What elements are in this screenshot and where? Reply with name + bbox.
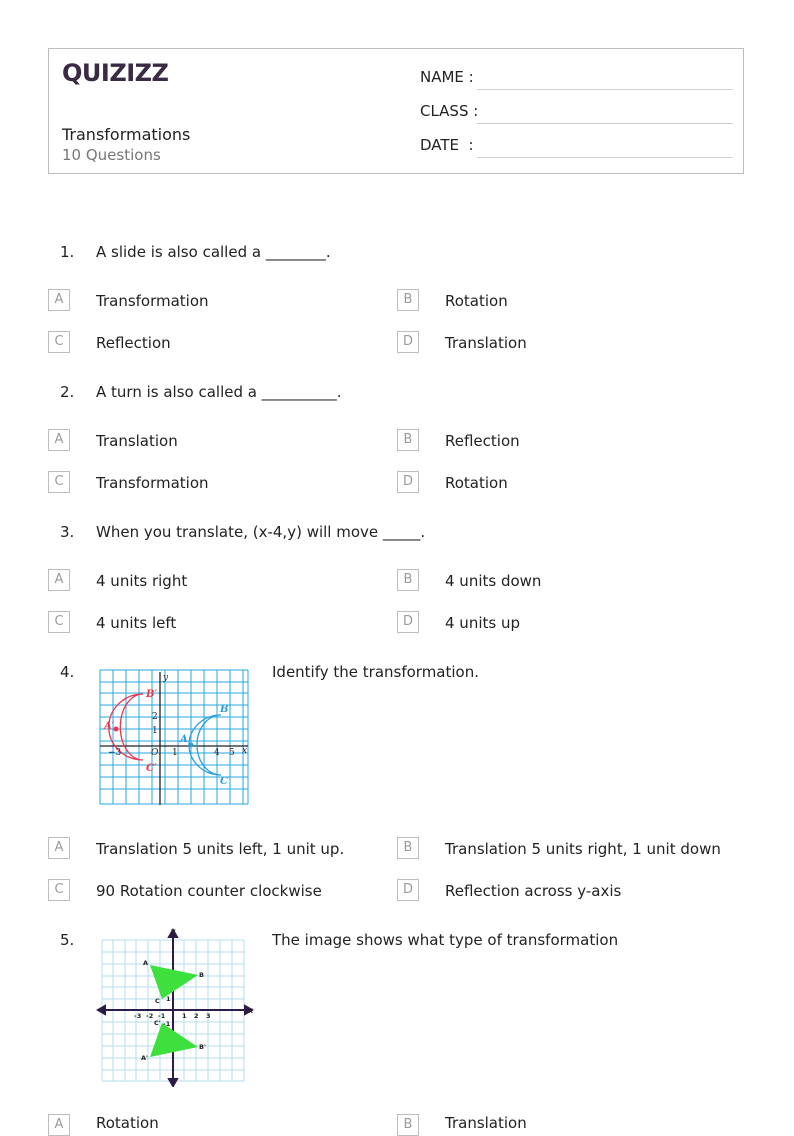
option-text[interactable]: Reflection bbox=[96, 334, 171, 352]
option-text[interactable]: Reflection bbox=[445, 432, 520, 450]
option-letter[interactable]: C bbox=[48, 611, 70, 633]
point-a bbox=[189, 743, 194, 748]
option-text[interactable]: 4 units up bbox=[445, 614, 520, 632]
option-text[interactable]: Transformation bbox=[96, 292, 209, 310]
option-letter[interactable]: B bbox=[397, 1114, 419, 1136]
blue-crescent bbox=[189, 715, 221, 775]
q5-graph-figure bbox=[96, 927, 256, 1087]
tick-neg-3: −3 bbox=[108, 748, 122, 758]
option-text[interactable]: 4 units down bbox=[445, 572, 542, 590]
option-letter[interactable]: C bbox=[48, 471, 70, 493]
question-text: Identify the transformation. bbox=[272, 663, 480, 681]
option-text[interactable]: Translation bbox=[445, 334, 527, 352]
quizizz-logo bbox=[62, 59, 168, 87]
option-text[interactable]: Translation bbox=[445, 1114, 527, 1132]
axis-label-y: Y bbox=[171, 928, 176, 936]
tick-x-neg3: -3 bbox=[134, 1012, 142, 1020]
name-line[interactable] bbox=[477, 89, 733, 90]
option-letter[interactable]: C bbox=[48, 331, 70, 353]
tick-y-1: 1 bbox=[152, 726, 158, 736]
question-number: 2. bbox=[60, 383, 75, 401]
tick-x-5: 5 bbox=[229, 748, 235, 758]
option-letter[interactable]: D bbox=[397, 611, 419, 633]
label-a: A bbox=[143, 959, 149, 967]
axis-label-x: X bbox=[248, 1007, 254, 1015]
class-label: CLASS : bbox=[420, 102, 479, 120]
axes bbox=[98, 930, 252, 1086]
option-letter[interactable]: A bbox=[48, 1114, 70, 1136]
tick-x-4: 4 bbox=[214, 748, 220, 758]
option-letter[interactable]: A bbox=[48, 837, 70, 859]
tick-y-neg1: -1 bbox=[163, 1020, 171, 1028]
option-letter[interactable]: A bbox=[48, 289, 70, 311]
question-text: A slide is also called a ________. bbox=[96, 243, 331, 261]
option-letter[interactable]: B bbox=[397, 569, 419, 591]
option-letter[interactable]: A bbox=[48, 429, 70, 451]
option-text[interactable]: Translation 5 units left, 1 unit up. bbox=[96, 840, 345, 858]
name-field[interactable] bbox=[420, 68, 474, 86]
class-line[interactable] bbox=[477, 123, 733, 124]
option-letter[interactable]: B bbox=[397, 289, 419, 311]
question-number: 1. bbox=[60, 243, 75, 261]
date-label: DATE : bbox=[420, 136, 474, 154]
option-text[interactable]: Translation 5 units right, 1 unit down bbox=[445, 840, 721, 858]
option-text[interactable]: 4 units left bbox=[96, 614, 177, 632]
axis-label-x: x bbox=[242, 746, 248, 756]
option-letter[interactable]: B bbox=[397, 837, 419, 859]
tick-x-neg1: -1 bbox=[158, 1012, 166, 1020]
label-c: C bbox=[220, 776, 228, 787]
label-b-prime: B′ bbox=[146, 689, 158, 700]
worksheet-title: Transformations bbox=[62, 125, 191, 144]
option-text[interactable]: Reflection across y-axis bbox=[445, 882, 622, 900]
label-c: C bbox=[155, 997, 160, 1005]
option-letter[interactable]: D bbox=[397, 879, 419, 901]
axis-label-y: y bbox=[163, 673, 169, 683]
question-number: 5. bbox=[60, 931, 75, 949]
tick-x-1: 1 bbox=[182, 1012, 187, 1020]
tick-x-1: 1 bbox=[172, 748, 178, 758]
question-text: When you translate, (x-4,y) will move _____. bbox=[96, 523, 426, 541]
label-b-prime: B' bbox=[199, 1043, 206, 1051]
option-text[interactable]: Rotation bbox=[445, 292, 508, 310]
tick-y-2: 2 bbox=[152, 712, 158, 722]
option-text[interactable]: Transformation bbox=[96, 474, 209, 492]
question-text: The image shows what type of transformation bbox=[272, 931, 619, 949]
date-field[interactable] bbox=[420, 136, 474, 154]
option-text[interactable]: 4 units right bbox=[96, 572, 188, 590]
option-text[interactable]: Translation bbox=[96, 432, 178, 450]
name-label: NAME : bbox=[420, 68, 474, 86]
q4-graph-figure bbox=[96, 663, 256, 809]
tick-x-2: 2 bbox=[194, 1012, 199, 1020]
label-a-prime: A′ bbox=[104, 721, 115, 732]
label-c-prime: C′ bbox=[146, 763, 157, 774]
logo-text: QUIZIZZ bbox=[62, 59, 169, 87]
option-letter[interactable]: A bbox=[48, 569, 70, 591]
label-c-prime: C' bbox=[154, 1019, 161, 1027]
question-text: A turn is also called a __________. bbox=[96, 383, 342, 401]
question-number: 3. bbox=[60, 523, 75, 541]
label-b: B bbox=[199, 971, 204, 979]
question-count: 10 Questions bbox=[62, 146, 161, 164]
option-letter[interactable]: D bbox=[397, 471, 419, 493]
label-b: B bbox=[220, 704, 229, 715]
date-line[interactable] bbox=[477, 157, 733, 158]
label-a: A bbox=[180, 734, 188, 745]
tick-y-1: 1 bbox=[166, 995, 171, 1003]
option-letter[interactable]: B bbox=[397, 429, 419, 451]
option-letter[interactable]: C bbox=[48, 879, 70, 901]
origin-label: O bbox=[151, 748, 159, 758]
option-text[interactable]: Rotation bbox=[96, 1114, 159, 1132]
option-text[interactable]: Rotation bbox=[445, 474, 508, 492]
question-number: 4. bbox=[60, 663, 75, 681]
option-letter[interactable]: D bbox=[397, 331, 419, 353]
tick-x-neg2: -2 bbox=[146, 1012, 154, 1020]
tick-x-3: 3 bbox=[206, 1012, 211, 1020]
option-text[interactable]: 90 Rotation counter clockwise bbox=[96, 882, 322, 900]
label-a-prime: A' bbox=[141, 1054, 149, 1062]
worksheet-header bbox=[48, 48, 744, 174]
class-field[interactable] bbox=[420, 102, 478, 120]
